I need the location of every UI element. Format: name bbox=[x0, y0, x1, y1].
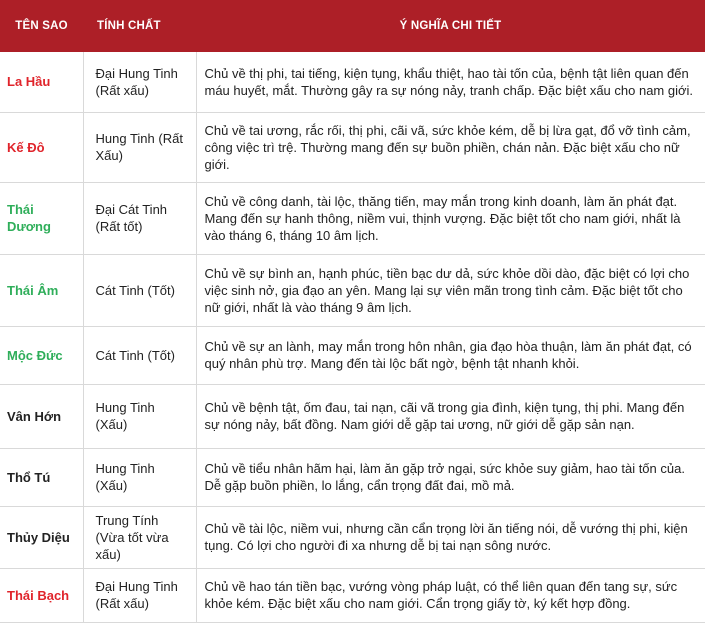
table-row bbox=[0, 52, 705, 112]
table-row bbox=[0, 326, 705, 384]
star-detail: Chủ về công danh, tài lộc, thăng tiến, may mắn trong kinh doanh, làm ăn phát đạt. Mang đến sự hanh thông, niềm vui, thịnh vượng. Đặc biệt tốt cho nam giới, nhất là vào tháng 6, tháng 10 âm lịch. bbox=[196, 182, 705, 254]
star-detail: Chủ về tai ương, rắc rối, thị phi, cãi vã, sức khỏe kém, dễ bị lừa gạt, đổ vỡ tình cảm, công việc trì trệ. Thường mang đến sự buồn phiền, chán nản. Đặc biệt xấu cho nữ giới. bbox=[196, 112, 705, 182]
star-name: Thổ Tú bbox=[0, 448, 83, 506]
star-nature: Hung Tinh (Xấu) bbox=[83, 384, 196, 448]
header-nature: TÍNH CHẤT bbox=[83, 0, 196, 52]
star-nature: Cát Tinh (Tốt) bbox=[83, 326, 196, 384]
star-name: Thái Âm bbox=[0, 254, 83, 326]
table-row bbox=[0, 384, 705, 448]
star-detail: Chủ về tài lộc, niềm vui, nhưng cần cẩn trọng lời ăn tiếng nói, dễ vướng thị phi, kiện tụng. Có lợi cho người đi xa nhưng dễ bị tai nạn sông nước. bbox=[196, 506, 705, 568]
table-row bbox=[0, 506, 705, 568]
table-row bbox=[0, 182, 705, 254]
star-nature: Hung Tinh (Xấu) bbox=[83, 448, 196, 506]
star-name: Thủy Diệu bbox=[0, 506, 83, 568]
star-detail: Chủ về tiểu nhân hãm hại, làm ăn gặp trở ngại, sức khỏe suy giảm, hao tài tốn của. Dễ gặp buồn phiền, lo lắng, cẩn trọng đất đai, mồ mả. bbox=[196, 448, 705, 506]
star-detail: Chủ về bệnh tật, ốm đau, tai nạn, cãi vã trong gia đình, kiện tụng, thị phi. Mang đến sự nóng nảy, bất đồng. Nam giới dễ gặp tai ương, nữ giới dễ gặp sản nạn. bbox=[196, 384, 705, 448]
star-name: Mộc Đức bbox=[0, 326, 83, 384]
table-row bbox=[0, 448, 705, 506]
star-name: Thái Dương bbox=[0, 182, 83, 254]
star-detail: Chủ về thị phi, tai tiếng, kiện tụng, khẩu thiệt, hao tài tốn của, bệnh tật liên quan đến máu huyết, mắt. Thường gây ra sự nóng nảy, tranh chấp. Đặc biệt xấu cho nam giới. bbox=[196, 52, 705, 112]
table-row bbox=[0, 112, 705, 182]
table-row bbox=[0, 254, 705, 326]
star-detail: Chủ về hao tán tiền bạc, vướng vòng pháp luật, có thể liên quan đến tang sự, sức khỏe kém. Đặc biệt xấu cho nam giới. Cẩn trọng giấy tờ, ký kết hợp đồng. bbox=[196, 568, 705, 622]
star-nature: Cát Tinh (Tốt) bbox=[83, 254, 196, 326]
star-nature: Đại Hung Tinh (Rất xấu) bbox=[83, 52, 196, 112]
star-name: Thái Bạch bbox=[0, 568, 83, 622]
star-nature: Đại Hung Tinh (Rất xấu) bbox=[83, 568, 196, 622]
star-detail: Chủ về sự an lành, may mắn trong hôn nhân, gia đạo hòa thuận, làm ăn phát đạt, có quý nhân phù trợ. Mang đến tài lộc bất ngờ, bệnh tật nhanh khỏi. bbox=[196, 326, 705, 384]
star-name: Kế Đô bbox=[0, 112, 83, 182]
star-detail: Chủ về sự bình an, hạnh phúc, tiền bạc dư dả, sức khỏe dồi dào, đặc biệt có lợi cho việc sinh nở, gia đạo an yên. Mang lại sự viên mãn trong tình cảm. Đặc biệt tốt cho nữ giới, nhất là vào tháng 9 âm lịch. bbox=[196, 254, 705, 326]
star-nature: Hung Tinh (Rất Xấu) bbox=[83, 112, 196, 182]
table-row bbox=[0, 568, 705, 622]
header-star-name: TÊN SAO bbox=[0, 0, 83, 52]
table-header-row bbox=[0, 0, 705, 52]
star-nature: Đại Cát Tinh (Rất tốt) bbox=[83, 182, 196, 254]
star-nature: Trung Tính (Vừa tốt vừa xấu) bbox=[83, 506, 196, 568]
star-name: La Hầu bbox=[0, 52, 83, 112]
header-detail: Ý NGHĨA CHI TIẾT bbox=[196, 0, 705, 52]
star-name: Vân Hớn bbox=[0, 384, 83, 448]
